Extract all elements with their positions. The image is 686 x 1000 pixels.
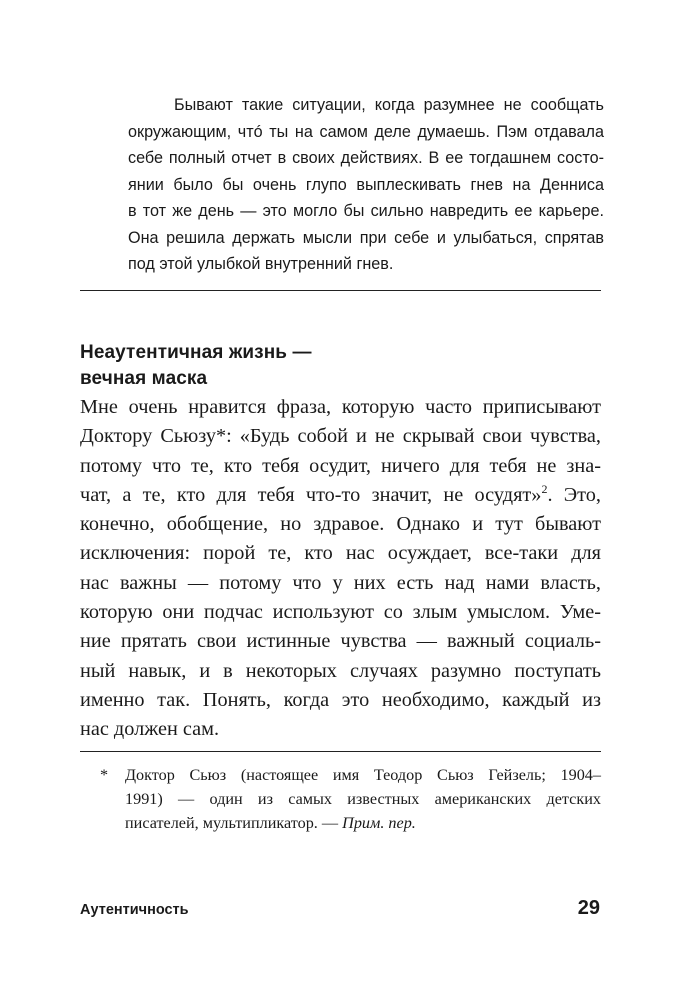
footnote-line: Доктор Сьюз (настоящее имя Теодор Сьюз Гейзель; 1904– [125,766,601,784]
sidebar-line: Она решила держать мысли при себе и улыбаться, спрятав [128,228,604,247]
sidebar-line: Бывают такие ситуации, когда разумнее не сообщать [174,96,604,114]
translator-note: Прим. пер. [342,814,416,832]
body-line: исключения: порой те, кто нас осуждает, все-таки для [80,542,601,565]
case-study-sidebar [128,92,604,278]
body-line: нас должен сам. [80,718,220,741]
body-line: ный навык, и в некоторых случаях разумно поступать [80,659,601,682]
running-footer-title: Аутентичность [80,902,189,918]
body-line: Мне очень нравится фраза, которую часто приписывают [80,396,601,418]
body-line: нас важны — потому что у них есть над нами власть, [80,571,601,594]
body-line: Доктору Сьюзу*: «Будь собой и не скрывай свои чувства, [80,425,601,448]
sidebar-line: себе полный отчет в своих действиях. В ее тогдашнем состо- [128,149,604,167]
footnote-divider [80,751,601,752]
page-number: 29 [577,897,600,919]
footnote-line [125,811,601,835]
footnote-line: 1991) — один из самых известных американских детских [125,790,601,808]
body-line-text: чат, а те, кто для тебя что-то значит, не осудят» [80,483,542,506]
sidebar-line: в тот же день — это могло бы сильно навредить ее карьере. [128,202,604,220]
footnote-marker: * [100,766,109,784]
section-heading [80,340,600,392]
sidebar-line: окружающим, чтó ты на самом деле думаешь. Пэм отдавала [128,122,604,141]
endnote-reference: 2 [541,482,548,497]
section-heading-line: Неаутентичная жизнь — [80,342,312,363]
footnote [80,763,601,835]
body-line-with-endnote [80,481,601,510]
body-line-tail: . Это, [547,483,601,506]
sidebar-line: янии было бы очень глупо выплескивать гнев на Денниса [128,175,604,194]
sidebar-line: под этой улыбкой внутренний гнев. [128,255,394,273]
section-body [80,393,601,745]
footnote-line-text: писателей, мультипликатор. — [125,814,343,832]
body-line: которую они подчас используют со злым умыслом. Уме- [80,601,601,624]
sidebar-divider [80,290,601,291]
body-line: ние прятать свои истинные чувства — важный социаль- [80,630,601,653]
section-heading-line: вечная маска [80,368,208,389]
body-line: конечно, обобщение, но здравое. Однако и тут бывают [80,513,601,536]
body-line: потому что те, кто тебя осудит, ничего для тебя не зна- [80,454,601,477]
body-line: именно так. Понять, когда это необходимо, каждый из [80,688,601,711]
footnote-body [125,763,601,835]
